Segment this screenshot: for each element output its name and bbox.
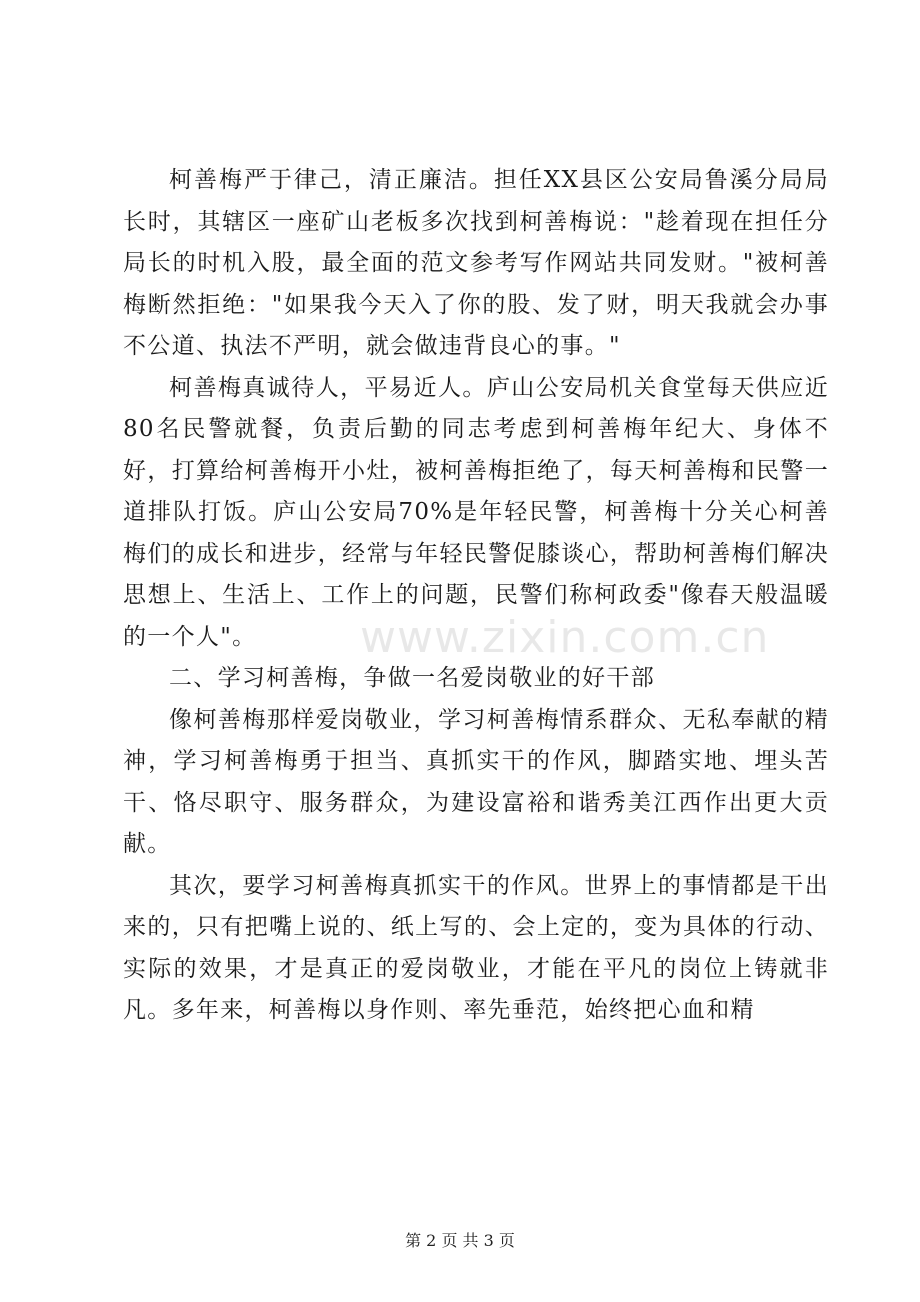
- paragraph-practical-work: 其次，要学习柯善梅真抓实干的作风。世界上的事情都是干出来的，只有把嘴上说的、纸上写的、会上定的，变为具体的行动、实际的效果，才是真正的爱岗敬业，才能在平凡的岗位上铸就非凡。多年来，柯善梅以身作则、率先垂范，始终把心血和精: [123, 872, 829, 1023]
- page-footer: 第 2 页 共 3 页: [405, 1231, 515, 1250]
- paragraph-sincerity: 柯善梅真诚待人，平易近人。庐山公安局机关食堂每天供应近80名民警就餐，负责后勤的同志考虑到柯善梅年纪大、身体不好，打算给柯善梅开小灶，被柯善梅拒绝了，每天柯善梅和民警一道排队打饭。庐山公安局70%是年轻民警，柯善梅十分关心柯善梅们的成长和进步，经常与年轻民警促膝谈心，帮助柯善梅们解决思想上、生活上、工作上的问题，民警们称柯政委"像春天般温暖的一个人"。: [123, 374, 829, 650]
- paragraph-integrity: 柯善梅严于律己，清正廉洁。担任XX县区公安局鲁溪分局局长时，其辖区一座矿山老板多次找到柯善梅说："趁着现在担任分局长的时机入股，最全面的范文参考写作网站共同发财。"被柯善梅断然拒绝："如果我今天入了你的股、发了财，明天我就会办事不公道、执法不严明，就会做违背良心的事。": [123, 167, 829, 359]
- section-heading: 二、学习柯善梅，争做一名爱岗敬业的好干部: [169, 665, 655, 691]
- paragraph-dedication: 像柯善梅那样爱岗敬业，学习柯善梅情系群众、无私奉献的精神，学习柯善梅勇于担当、真抓实干的作风，脚踏实地、埋头苦干、恪尽职守、服务群众，为建设富裕和谐秀美江西作出更大贡献。: [123, 706, 829, 857]
- watermark: www.zixin.com.cn: [360, 612, 770, 663]
- document-body: [123, 160, 829, 1032]
